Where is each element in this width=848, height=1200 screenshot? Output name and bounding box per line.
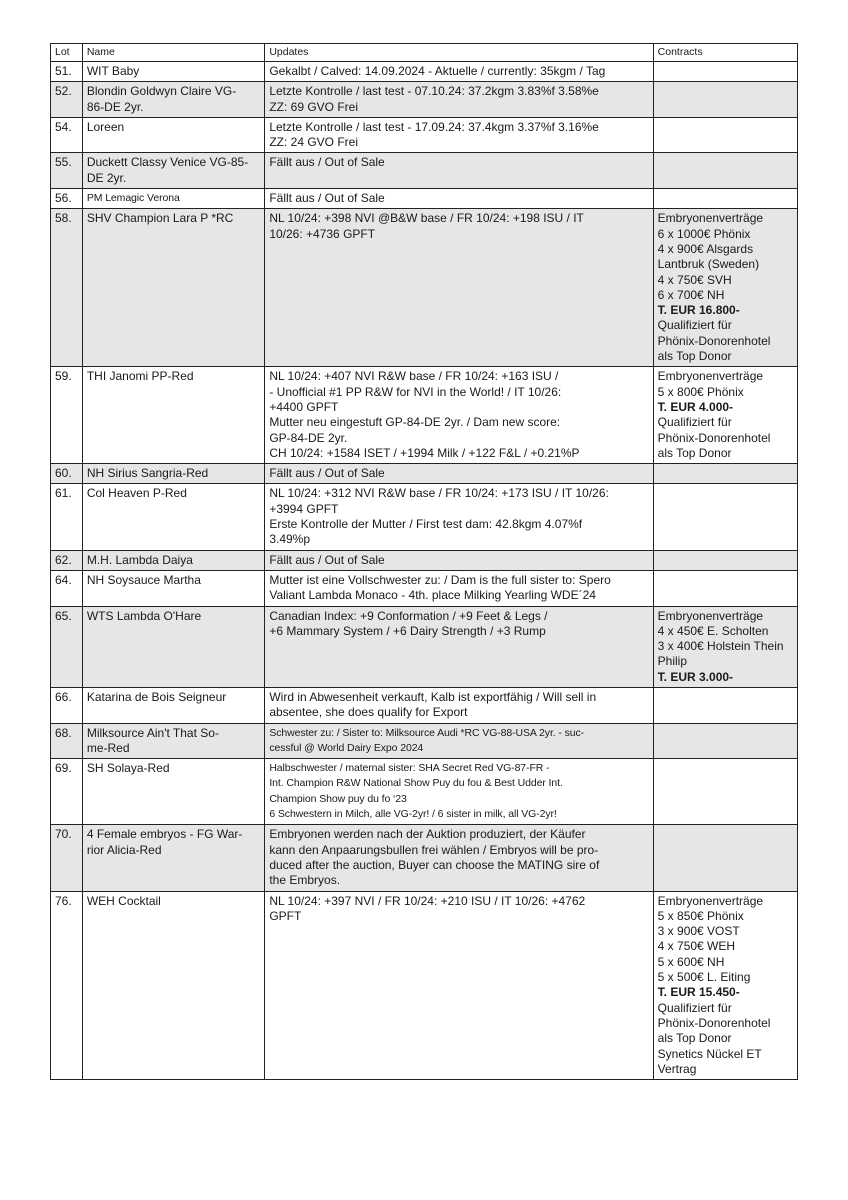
table-row [51, 606, 798, 687]
lot-contracts [653, 209, 797, 367]
table-row [51, 891, 798, 1080]
cell-line: M.H. Lambda Daiya [86, 552, 193, 567]
cell-line: rior Alicia-Red [86, 842, 162, 857]
cell-line: 10/26: +4736 GPFT [269, 226, 376, 241]
cell-line: Fällt aus / Out of Sale [269, 155, 385, 170]
lot-number: 66. [51, 687, 83, 723]
cell-line: 4 x 450€ E. Scholten [657, 623, 769, 638]
table-header-row [51, 44, 798, 62]
cell-line: +3994 GPFT [269, 501, 339, 516]
cell-line: 5 x 800€ Phönix [657, 384, 744, 399]
lot-contracts [653, 464, 797, 484]
cell-line: NL 10/24: +397 NVI / FR 10/24: +210 ISU / IT 10/26: +4762 [269, 893, 586, 908]
cell-line: Qualifiziert für [657, 415, 732, 430]
cell-line: Erste Kontrolle der Mutter / First test dam: 42.8kgm 4.07%f [269, 517, 583, 532]
cell-line: Lantbruk (Sweden) [657, 257, 760, 272]
lot-updates [265, 82, 653, 118]
cell-line: als Top Donor [657, 445, 732, 460]
cell-line: 6 x 700€ NH [657, 287, 725, 302]
cell-line: +4400 GPFT [269, 399, 339, 414]
lot-number: 60. [51, 464, 83, 484]
lot-name [82, 759, 265, 825]
cell-line: Mutter neu eingestuft GP-84-DE 2yr. / Dam new score: [269, 415, 561, 430]
cell-line: Col Heaven P-Red [86, 486, 187, 501]
lot-number: 56. [51, 189, 83, 209]
cell-line: Phönix-Donorenhotel [657, 333, 771, 348]
lot-number: 51. [51, 62, 83, 82]
lot-contracts [653, 550, 797, 570]
cell-line: NH Sirius Sangria-Red [86, 466, 209, 481]
cell-line: 86-DE 2yr. [86, 99, 144, 114]
lot-updates [265, 117, 653, 153]
lot-updates-table [50, 43, 798, 1080]
cell-line: SHV Champion Lara P *RC [86, 211, 234, 226]
table-row [51, 153, 798, 189]
cell-line: 3 x 400€ Holstein Thein [657, 639, 784, 654]
lot-contracts [653, 891, 797, 1080]
lot-updates [265, 759, 653, 825]
table-row [51, 464, 798, 484]
cell-line: the Embryos. [269, 873, 341, 888]
lot-contracts [653, 570, 797, 606]
lot-updates [265, 606, 653, 687]
lot-name [82, 570, 265, 606]
lot-number: 70. [51, 825, 83, 891]
cell-line: 5 x 850€ Phönix [657, 908, 744, 923]
cell-line: Embryonenverträge [657, 211, 764, 226]
lot-updates [265, 825, 653, 891]
cell-line: Mutter ist eine Vollschwester zu: / Dam is the full sister to: Spero [269, 572, 611, 587]
lot-name [82, 891, 265, 1080]
table-row [51, 189, 798, 209]
lot-contracts [653, 189, 797, 209]
cell-line: Halbschwester / maternal sister: SHA Secret Red VG-87-FR - [269, 762, 550, 775]
cell-line: NL 10/24: +407 NVI R&W base / FR 10/24: +163 ISU / [269, 369, 559, 384]
cell-line: cessful @ World Dairy Expo 2024 [269, 741, 424, 754]
cell-line: Qualifiziert für [657, 318, 732, 333]
cell-line: Katarina de Bois Seigneur [86, 689, 227, 704]
lot-number: 62. [51, 550, 83, 570]
cell-line: THI Janomi PP-Red [86, 369, 194, 384]
lot-number: 76. [51, 891, 83, 1080]
cell-line: 5 x 500€ L. Eiting [657, 970, 751, 985]
table-row [51, 82, 798, 118]
lot-number: 58. [51, 209, 83, 367]
cell-line: Fällt aus / Out of Sale [269, 552, 385, 567]
cell-line: me-Red [86, 740, 130, 755]
lot-updates [265, 62, 653, 82]
lot-name [82, 723, 265, 759]
table-row [51, 62, 798, 82]
cell-line: WEH Cocktail [86, 893, 161, 908]
cell-line: Letzte Kontrolle / last test - 07.10.24: 37.2kgm 3.83%f 3.58%e [269, 84, 599, 99]
lot-name [82, 153, 265, 189]
lot-updates [265, 209, 653, 367]
lot-contracts [653, 759, 797, 825]
cell-line: 4 x 750€ WEH [657, 939, 736, 954]
cell-line: absentee, she does qualify for Export [269, 705, 468, 720]
cell-line: kann den Anpaarungsbullen frei wählen / Embryos will be pro- [269, 842, 599, 857]
lot-name [82, 606, 265, 687]
header-updates: Updates [265, 44, 653, 62]
lot-updates [265, 891, 653, 1080]
lot-contracts [653, 117, 797, 153]
lot-contracts [653, 82, 797, 118]
lot-name [82, 189, 265, 209]
table-row [51, 209, 798, 367]
lot-number: 59. [51, 367, 83, 464]
cell-line: Embryonenverträge [657, 893, 764, 908]
cell-line: Qualifiziert für [657, 1000, 732, 1015]
cell-line: Embryonenverträge [657, 608, 764, 623]
cell-line: 4 x 750€ SVH [657, 272, 732, 287]
cell-line: Fällt aus / Out of Sale [269, 191, 385, 206]
cell-line: Int. Champion R&W National Show Puy du fou & Best Udder Int. [269, 777, 563, 790]
lot-name [82, 82, 265, 118]
lot-contracts [653, 484, 797, 550]
cell-line: duced after the auction, Buyer can choose the MATING sire of [269, 857, 600, 872]
lot-contracts [653, 606, 797, 687]
lot-contracts [653, 153, 797, 189]
cell-line: +6 Mammary System / +6 Dairy Strength / +3 Rump [269, 623, 546, 638]
table-row [51, 367, 798, 464]
cell-line: NL 10/24: +398 NVI @B&W base / FR 10/24: +198 ISU / IT [269, 211, 584, 226]
lot-updates [265, 484, 653, 550]
cell-line: CH 10/24: +1584 ISET / +1994 Milk / +122 F&L / +0.21%P [269, 445, 580, 460]
lot-number: 52. [51, 82, 83, 118]
cell-line: 4 Female embryos - FG War- [86, 827, 243, 842]
lot-number: 68. [51, 723, 83, 759]
cell-line: Embryonenverträge [657, 369, 764, 384]
cell-line: DE 2yr. [86, 170, 127, 185]
lot-contracts [653, 825, 797, 891]
cell-line: Canadian Index: +9 Conformation / +9 Feet & Legs / [269, 608, 548, 623]
lot-updates [265, 570, 653, 606]
cell-line: Letzte Kontrolle / last test - 17.09.24: 37.4kgm 3.37%f 3.16%e [269, 119, 599, 134]
cell-line: 6 x 1000€ Phönix [657, 226, 751, 241]
cell-line: 3.49%p [269, 532, 311, 547]
cell-line: Loreen [86, 119, 125, 134]
lot-name [82, 209, 265, 367]
table-row [51, 550, 798, 570]
lot-updates [265, 723, 653, 759]
table-row [51, 570, 798, 606]
table-row [51, 723, 798, 759]
cell-line: T. EUR 16.800- [657, 303, 740, 318]
lot-updates [265, 464, 653, 484]
cell-line: T. EUR 15.450- [657, 985, 740, 1000]
lot-name [82, 367, 265, 464]
cell-line: Phönix-Donorenhotel [657, 1015, 771, 1030]
cell-line: als Top Donor [657, 1031, 732, 1046]
cell-line: GP-84-DE 2yr. [269, 430, 348, 445]
cell-line: 4 x 900€ Alsgards [657, 241, 754, 256]
table-row [51, 117, 798, 153]
cell-line: - Unofficial #1 PP R&W for NVI in the World! / IT 10/26: [269, 384, 562, 399]
cell-line: ZZ: 69 GVO Frei [269, 99, 359, 114]
lot-updates [265, 189, 653, 209]
lot-name [82, 825, 265, 891]
lot-contracts [653, 687, 797, 723]
cell-line: 5 x 600€ NH [657, 954, 725, 969]
lot-name [82, 484, 265, 550]
cell-line: ZZ: 24 GVO Frei [269, 135, 359, 150]
cell-line: Milksource Ain't That So- [86, 725, 219, 740]
cell-line: als Top Donor [657, 349, 732, 364]
header-lot: Lot [51, 44, 83, 62]
cell-line: Embryonen werden nach der Auktion produziert, der Käufer [269, 827, 586, 842]
cell-line: Fällt aus / Out of Sale [269, 466, 385, 481]
cell-line: Duckett Classy Venice VG-85- [86, 155, 249, 170]
cell-line: T. EUR 3.000- [657, 669, 734, 684]
lot-contracts [653, 723, 797, 759]
cell-line: WTS Lambda O'Hare [86, 608, 202, 623]
cell-line: SH Solaya-Red [86, 761, 170, 776]
lot-updates [265, 550, 653, 570]
table-row [51, 759, 798, 825]
lot-name [82, 62, 265, 82]
lot-name [82, 687, 265, 723]
cell-line: GPFT [269, 908, 302, 923]
lot-name [82, 117, 265, 153]
table-row [51, 825, 798, 891]
cell-line: Wird in Abwesenheit verkauft, Kalb ist exportfähig / Will sell in [269, 689, 597, 704]
lot-contracts [653, 62, 797, 82]
cell-line: NL 10/24: +312 NVI R&W base / FR 10/24: +173 ISU / IT 10/26: [269, 486, 609, 501]
cell-line: Valiant Lambda Monaco - 4th. place Milking Yearling WDE´24 [269, 588, 596, 603]
cell-line: Blondin Goldwyn Claire VG- [86, 84, 237, 99]
lot-name [82, 464, 265, 484]
cell-line: 6 Schwestern in Milch, alle VG-2yr! / 6 sister in milk, all VG-2yr! [269, 808, 557, 821]
lot-number: 65. [51, 606, 83, 687]
table-row [51, 687, 798, 723]
cell-line: Philip [657, 654, 688, 669]
header-name: Name [82, 44, 265, 62]
lot-number: 64. [51, 570, 83, 606]
lot-number: 55. [51, 153, 83, 189]
cell-line: T. EUR 4.000- [657, 399, 734, 414]
cell-line: Schwester zu: / Sister to: Milksource Audi *RC VG-88-USA 2yr. - suc- [269, 726, 585, 739]
lot-number: 61. [51, 484, 83, 550]
table-body [51, 62, 798, 1080]
cell-line: NH Soysauce Martha [86, 572, 201, 587]
cell-line: Champion Show puy du fo ‘23 [269, 792, 407, 805]
lot-number: 69. [51, 759, 83, 825]
cell-line: Vertrag [657, 1061, 697, 1076]
cell-line: PM Lemagic Verona [86, 192, 180, 205]
cell-line: WIT Baby [86, 64, 140, 78]
cell-line: Gekalbt / Calved: 14.09.2024 - Aktuelle / currently: 35kgm / Tag [269, 64, 606, 78]
lot-updates [265, 153, 653, 189]
table-row [51, 484, 798, 550]
cell-line: 3 x 900€ VOST [657, 924, 740, 939]
cell-line: Phönix-Donorenhotel [657, 430, 771, 445]
lot-number: 54. [51, 117, 83, 153]
lot-name [82, 550, 265, 570]
lot-updates [265, 687, 653, 723]
lot-contracts [653, 367, 797, 464]
cell-line: Synetics Nückel ET [657, 1046, 762, 1061]
header-contracts: Contracts [653, 44, 797, 62]
lot-updates [265, 367, 653, 464]
